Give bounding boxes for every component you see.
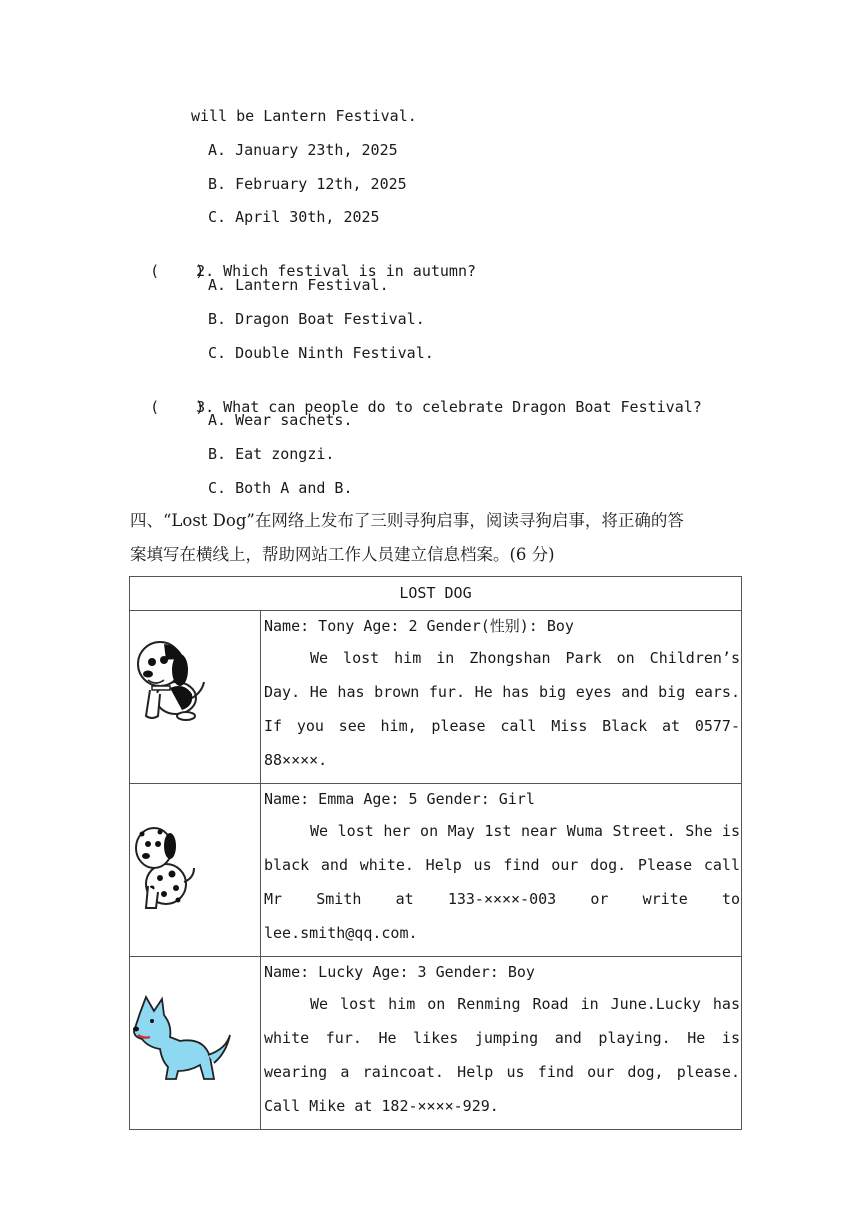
q2-answer-bracket[interactable]: ( ): [150, 262, 205, 280]
section4-instruction-line1: 四、“Lost Dog”在网络上发布了三则寻狗启事，阅读寻狗启事，将正确的答: [130, 511, 684, 530]
q3-text: 3. What can people do to celebrate Dragon Boat Festival?: [196, 398, 702, 416]
lost-dog-table: [129, 576, 742, 1130]
black-white-puppy-icon: [130, 628, 206, 728]
dog-image-cell: [130, 784, 261, 957]
table-row: [130, 611, 742, 784]
q3-option-b: B. Eat zongzi.: [208, 445, 335, 463]
dog-name-line: Name: Emma Age: 5 Gender: Girl: [264, 790, 535, 808]
table-row: [130, 957, 742, 1130]
q1-text-tail: will be Lantern Festival.: [191, 107, 417, 125]
dog-description: We lost him on Renming Road in June.Lucky has white fur. He likes jumping and playing. He is wearing a raincoat. Help us find our dog, please. Call Mike at 182-××××-929.: [264, 995, 740, 1115]
dog-name-line: Name: Tony Age: 2 Gender(性别): Boy: [264, 617, 574, 635]
dog-image-cell: [130, 957, 261, 1130]
dog-info-cell: [261, 784, 742, 957]
section4-instruction-line2: 案填写在横线上，帮助网站工作人员建立信息档案。(6 分): [130, 545, 555, 564]
q2-option-b: B. Dragon Boat Festival.: [208, 310, 425, 328]
q1-option-b: B. February 12th, 2025: [208, 175, 407, 193]
q2-text: 2. Which festival is in autumn?: [196, 262, 477, 280]
q1-option-a: A. January 23th, 2025: [208, 141, 398, 159]
q3-option-c: C. Both A and B.: [208, 479, 353, 497]
table-header: LOST DOG: [130, 577, 742, 611]
dog-info-cell: [261, 957, 742, 1130]
dog-name-line: Name: Lucky Age: 3 Gender: Boy: [264, 963, 535, 981]
q2-option-a: A. Lantern Festival.: [208, 276, 389, 294]
dalmatian-icon: [130, 822, 196, 914]
q3-option-a: A. Wear sachets.: [208, 411, 353, 429]
dog-description: We lost her on May 1st near Wuma Street. She is black and white. Help us find our dog. Please call Mr Smith at 133-××××-003 or write to lee.smith@qq.com.: [264, 822, 740, 942]
q2-option-c: C. Double Ninth Festival.: [208, 344, 434, 362]
dog-description: We lost him in Zhongshan Park on Children’s Day. He has brown fur. He has big eyes and big ears. If you see him, please call Miss Black at 0577-88××××.: [264, 649, 740, 769]
q1-option-c: C. April 30th, 2025: [208, 208, 380, 226]
dog-info-cell: [261, 611, 742, 784]
dog-image-cell: [130, 611, 261, 784]
table-row: [130, 784, 742, 957]
q3-answer-bracket[interactable]: ( ): [150, 398, 205, 416]
blue-dog-icon: [130, 995, 234, 1087]
